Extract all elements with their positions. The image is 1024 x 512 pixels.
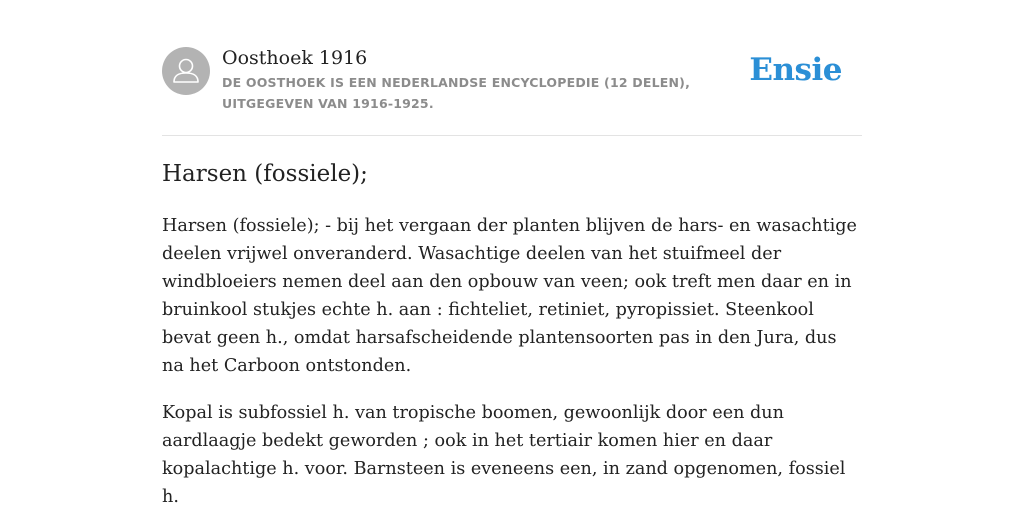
divider [162, 135, 862, 136]
entry-paragraph: Kopal is subfossiel h. van tropische boomen, gewoonlijk door een dun aardlaagje bedekt geworden ; ook in het tertiair komen hier en daar kopalachtige h. voor. Barnsteen is eveneens een, in zand opgenomen, fossiel h. [162, 403, 846, 507]
entry-paragraph: Harsen (fossiele); - bij het vergaan der planten blijven de hars- en wasachtige deelen vrijwel onveranderd. Wasachtige deelen van het stuifmeel der windbloeiers nemen deel aan den opbouw van veen; ook treft men daar en in bruinkool stukjes echte h. aan : fichteliet, retiniet, pyropissiet. Steenkool bevat geen h., omdat harsafscheidende plantensoorten pas in den Jura, dus na het Carboon ontstonden. [162, 216, 857, 376]
source-header [162, 46, 862, 136]
source-description: DE OOSTHOEK IS EEN NEDERLANDSE ENCYCLOPEDIE (12 DELEN), UITGEGEVEN VAN 1916-1925. [222, 75, 691, 111]
avatar[interactable] [162, 47, 210, 95]
entry-title: Harsen (fossiele); [162, 161, 368, 187]
source-title[interactable]: Oosthoek 1916 [222, 47, 368, 69]
user-icon [162, 47, 210, 95]
brand-logo[interactable]: Ensie [749, 52, 842, 88]
encyclopedia-card [162, 0, 862, 512]
